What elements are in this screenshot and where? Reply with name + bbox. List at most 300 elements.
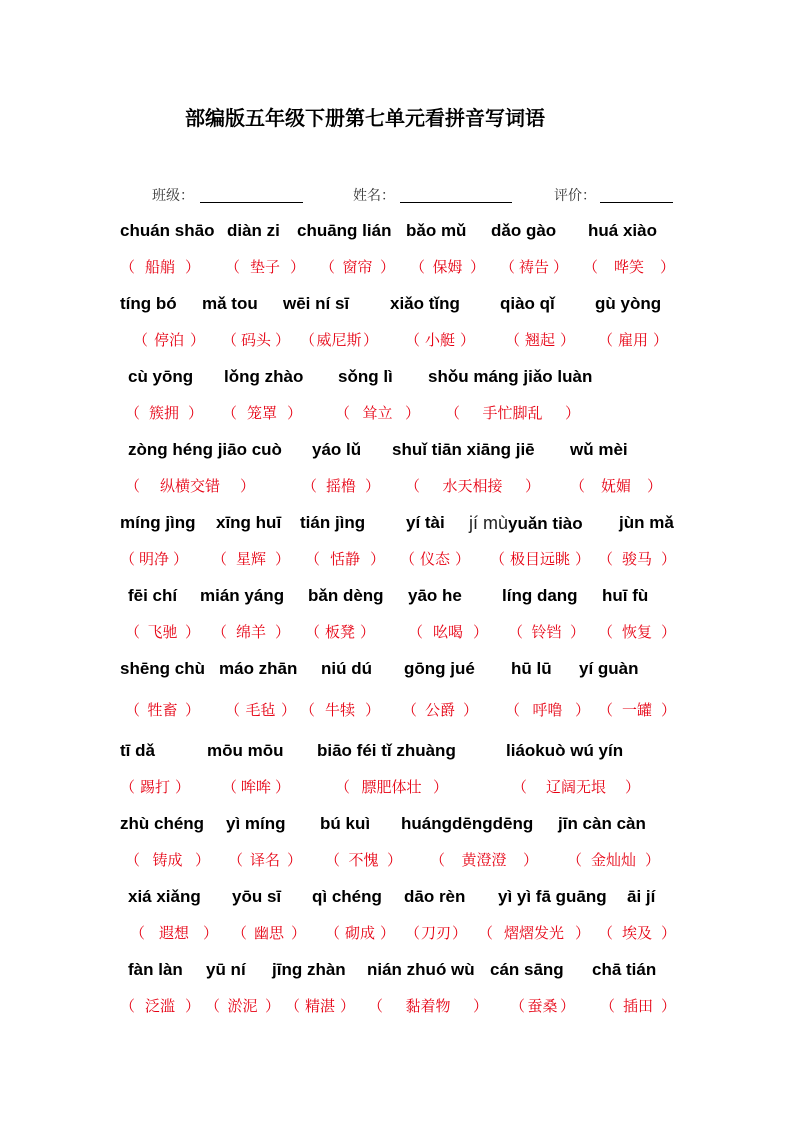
answer-item: [335, 402, 420, 424]
paren-open: （: [222, 404, 238, 422]
paren-close: ）: [472, 997, 488, 1015]
paren-close: ）: [379, 924, 395, 942]
name-field-line[interactable]: [400, 202, 512, 203]
pinyin-item: qiào qǐ: [500, 294, 555, 313]
answer-row-3: [0, 402, 794, 426]
pinyin-item: hū lū: [511, 659, 552, 678]
pinyin-item: dǎo gào: [491, 221, 557, 240]
answer-item: [598, 329, 668, 351]
answer-item: [125, 849, 210, 871]
answer-word: 铃铛: [531, 623, 562, 641]
answer-item: [402, 699, 478, 721]
answer-word: 黄澄澄: [461, 851, 507, 869]
class-field-line[interactable]: [200, 202, 303, 203]
answer-word: 遐想: [158, 924, 189, 942]
answer-item: [430, 849, 538, 871]
name-label: 姓名：: [353, 188, 395, 204]
pinyin-item: huángdēngdēng: [401, 814, 534, 833]
answer-word: 埃及: [621, 924, 652, 942]
answer-item: [205, 995, 280, 1017]
pinyin-item: yì yì fā guāng: [498, 887, 607, 906]
pinyin-row-8: [0, 740, 794, 764]
pinyin-item: chā tián: [592, 960, 657, 979]
pinyin-item: fēi chí: [128, 586, 178, 605]
pinyin-item: fàn làn: [128, 960, 183, 979]
pinyin-item: yū ní: [206, 960, 246, 979]
pinyin-item: gōng jué: [404, 659, 475, 678]
paren-close: ）: [564, 404, 580, 422]
answer-item: [368, 995, 488, 1017]
answer-item: [212, 621, 290, 643]
paren-close: ）: [559, 997, 575, 1015]
answer-word: 刀刃: [420, 924, 451, 942]
answer-item: [400, 548, 470, 570]
pinyin-item: qì chéng: [312, 887, 382, 906]
paren-close: ）: [369, 550, 385, 568]
paren-close: ）: [184, 623, 200, 641]
paren-close: ）: [432, 778, 448, 796]
paren-close: ）: [574, 701, 590, 719]
answer-item: [598, 548, 676, 570]
pinyin-item: yuǎn tiào: [508, 514, 583, 533]
answer-word: 膘肥体壮: [361, 778, 422, 796]
answer-item: [508, 621, 585, 643]
answer-word: 板凳: [324, 623, 355, 641]
paren-open: （: [512, 778, 528, 796]
pinyin-item: nián zhuó wù: [367, 960, 475, 979]
pinyin-item: lǒng zhào: [224, 367, 304, 386]
answer-word: 威尼斯: [316, 331, 362, 349]
answer-item: [225, 699, 296, 721]
answer-item: [305, 621, 375, 643]
answer-item: [500, 256, 568, 278]
answer-item: [300, 699, 380, 721]
pinyin-item: xīng huī: [216, 513, 282, 532]
paren-close: ）: [646, 477, 662, 495]
pinyin-item: shēng chù: [120, 659, 206, 678]
pinyin-row-11: [0, 959, 794, 983]
answer-item: [567, 849, 660, 871]
answer-word: 摇橹: [325, 477, 356, 495]
answer-item: [285, 995, 355, 1017]
paren-close: ）: [660, 997, 676, 1015]
paren-close: ）: [469, 258, 485, 276]
answer-item: [232, 922, 306, 944]
paren-close: ）: [280, 701, 296, 719]
paren-close: ）: [574, 924, 590, 942]
answer-word: 不愧: [348, 851, 379, 869]
paren-open: （: [125, 404, 141, 422]
answer-word: 蚕桑: [527, 997, 558, 1015]
answer-word: 恢复: [621, 623, 652, 641]
answer-item: [445, 402, 580, 424]
pinyin-item: mǎ tou: [202, 294, 258, 313]
pinyin-item: máo zhān: [219, 659, 298, 678]
answer-item: [120, 776, 190, 798]
paren-open: （: [305, 623, 321, 641]
answer-word: 飞驰: [147, 623, 178, 641]
paren-open: （: [335, 778, 351, 796]
paren-open: （: [302, 477, 318, 495]
paren-close: ）: [290, 924, 306, 942]
pinyin-row-9: [0, 813, 794, 837]
paren-open: （: [405, 331, 421, 349]
paren-open: （: [430, 851, 446, 869]
paren-open: （: [320, 258, 336, 276]
paren-close: ）: [569, 623, 585, 641]
pinyin-item: tíng bó: [120, 294, 177, 313]
pinyin-item-combined: [469, 512, 583, 535]
pinyin-item: cù yōng: [128, 367, 194, 386]
paren-close: ）: [174, 778, 190, 796]
pinyin-item: dāo rèn: [404, 887, 466, 906]
paren-close: ）: [644, 851, 660, 869]
paren-open: （: [130, 924, 146, 942]
answer-word: 铸成: [152, 851, 183, 869]
paren-close: ）: [364, 477, 380, 495]
paren-close: ）: [286, 851, 302, 869]
pinyin-item: wēi ní sī: [283, 294, 350, 313]
grade-label: 评价：: [554, 188, 596, 204]
answer-item: [120, 995, 200, 1017]
paren-close: ）: [274, 331, 290, 349]
paren-open: （: [405, 477, 421, 495]
answer-word: 保姆: [432, 258, 463, 276]
paren-open: （: [598, 623, 614, 641]
answer-item: [512, 776, 640, 798]
answer-word: 祷告: [518, 258, 549, 276]
paren-close: ）: [386, 851, 402, 869]
answer-item: [478, 922, 590, 944]
answer-item: [302, 475, 380, 497]
pinyin-row-7: [0, 658, 794, 682]
paren-open: （: [120, 258, 136, 276]
pinyin-item: yí tài: [406, 513, 445, 532]
pinyin-item: bú kuì: [320, 814, 371, 833]
paren-close: ）: [552, 258, 568, 276]
paren-close: ）: [404, 404, 420, 422]
answer-item: [405, 329, 475, 351]
paren-close: ）: [239, 477, 255, 495]
answer-word: 熠熠发光: [503, 924, 564, 942]
answer-word: 停泊: [153, 331, 184, 349]
grade-field-line[interactable]: [600, 202, 673, 203]
paren-open: （: [222, 331, 238, 349]
paren-open: （: [598, 701, 614, 719]
answer-item: [225, 256, 305, 278]
pinyin-row-6: [0, 585, 794, 609]
answer-word: 精湛: [304, 997, 335, 1015]
pinyin-item: míng jìng: [120, 513, 196, 532]
answer-item: [598, 922, 676, 944]
paren-close: ）: [286, 404, 302, 422]
answer-row-11: [0, 995, 794, 1019]
answer-word: 牛犊: [324, 701, 355, 719]
class-label: 班级：: [152, 188, 194, 204]
answer-item: [300, 329, 378, 351]
answer-word: 船艄: [144, 258, 175, 276]
answer-word: 耸立: [362, 404, 393, 422]
pinyin-item: huī fù: [602, 586, 649, 605]
paren-close: ）: [189, 331, 205, 349]
answer-row-2: [0, 329, 794, 353]
paren-open: （: [368, 997, 384, 1015]
paren-open: （: [490, 550, 506, 568]
pinyin-item: niú dú: [321, 659, 372, 678]
paren-close: ）: [454, 550, 470, 568]
paren-open: （: [510, 997, 526, 1015]
answer-item: [405, 475, 540, 497]
pinyin-item: zhù chéng: [120, 814, 205, 833]
answer-word: 幽思: [253, 924, 284, 942]
paren-close: ）: [339, 997, 355, 1015]
pinyin-row-2: [0, 293, 794, 317]
answer-word: 水天相接: [442, 477, 503, 495]
pinyin-row-4: [0, 439, 794, 463]
answer-word: 哞哞: [240, 778, 271, 796]
answer-item: [133, 329, 205, 351]
pinyin-item: shuǐ tiān xiāng jiē: [392, 440, 535, 459]
answer-word: 绵羊: [235, 623, 266, 641]
paren-close: ）: [184, 997, 200, 1015]
answer-word: 译名: [249, 851, 280, 869]
pinyin-item: líng dang: [502, 586, 578, 605]
paren-close: ）: [659, 258, 675, 276]
paren-close: ）: [202, 924, 218, 942]
paren-open: （: [125, 851, 141, 869]
answer-item: [410, 256, 485, 278]
answer-word: 辽阔无垠: [545, 778, 606, 796]
paren-open: （: [335, 404, 351, 422]
answer-item: [600, 995, 676, 1017]
paren-close: ）: [624, 778, 640, 796]
answer-item: [125, 621, 200, 643]
paren-open: （: [300, 701, 316, 719]
paren-open: （: [570, 477, 586, 495]
paren-close: ）: [364, 701, 380, 719]
answer-word: 黏着物: [405, 997, 451, 1015]
paren-open: （: [125, 623, 141, 641]
answer-item: [212, 548, 290, 570]
paren-open: （: [583, 258, 599, 276]
answer-item: [335, 776, 448, 798]
paren-open: （: [125, 701, 141, 719]
paren-open: （: [598, 331, 614, 349]
pinyin-item: yì míng: [226, 814, 286, 833]
answer-word: 踢打: [139, 778, 170, 796]
paren-close: ）: [289, 258, 305, 276]
paren-open: （: [300, 331, 316, 349]
answer-word: 牲畜: [147, 701, 178, 719]
answer-word: 笼罩: [246, 404, 277, 422]
answer-item: [505, 329, 575, 351]
paren-open: （: [232, 924, 248, 942]
pinyin-item: yāo he: [408, 586, 462, 605]
paren-close: ）: [559, 331, 575, 349]
paren-open: （: [400, 550, 416, 568]
answer-item: [120, 256, 200, 278]
pinyin-item: yáo lǔ: [312, 440, 362, 459]
paren-close: ）: [660, 701, 676, 719]
answer-item: [598, 699, 676, 721]
paren-close: ）: [274, 623, 290, 641]
answer-item: [320, 256, 395, 278]
answer-word: 手忙脚乱: [482, 404, 543, 422]
paren-open: （: [505, 701, 521, 719]
answer-word: 公爵: [424, 701, 455, 719]
paren-open: （: [125, 477, 141, 495]
answer-word: 纵横交错: [159, 477, 220, 495]
pinyin-item: zòng héng jiāo cuò: [128, 440, 282, 459]
paren-open: （: [600, 997, 616, 1015]
pinyin-item: yí guàn: [579, 659, 639, 678]
page-title: 部编版五年级下册第七单元看拼音写词语: [185, 106, 545, 130]
paren-open: （: [133, 331, 149, 349]
paren-open: （: [505, 331, 521, 349]
paren-open: （: [410, 258, 426, 276]
paren-close: ）: [660, 550, 676, 568]
pinyin-item: xiá xiǎng: [128, 887, 201, 906]
answer-item: [505, 699, 590, 721]
answer-row-9: [0, 849, 794, 873]
paren-open: （: [445, 404, 461, 422]
answer-row-5: [0, 548, 794, 572]
paren-close: ）: [451, 924, 467, 942]
answer-item: [222, 776, 290, 798]
pinyin-item: yōu sī: [232, 887, 282, 906]
paren-close: ）: [379, 258, 395, 276]
answer-item: [598, 621, 676, 643]
paren-close: ）: [264, 997, 280, 1015]
pinyin-item: bǎo mǔ: [406, 221, 467, 240]
paren-open: （: [120, 550, 136, 568]
answer-word: 簇拥: [148, 404, 179, 422]
paren-open: （: [305, 550, 321, 568]
paren-open: （: [405, 924, 421, 942]
answer-item: [305, 548, 385, 570]
paren-close: ）: [522, 851, 538, 869]
paren-open: （: [225, 258, 241, 276]
pinyin-row-10: [0, 886, 794, 910]
answer-word: 仪态: [419, 550, 450, 568]
answer-item: [125, 699, 200, 721]
paren-close: ）: [274, 550, 290, 568]
pinyin-item: mōu mōu: [207, 741, 284, 760]
paren-close: ）: [524, 477, 540, 495]
answer-item: [490, 548, 590, 570]
answer-item: [125, 475, 255, 497]
pinyin-item: cán sāng: [490, 960, 564, 979]
answer-row-8: [0, 776, 794, 800]
pinyin-item: xiǎo tǐng: [390, 294, 460, 313]
paren-close: ）: [274, 778, 290, 796]
paren-close: ）: [459, 331, 475, 349]
pinyin-item: āi jí: [627, 887, 656, 906]
paren-open: （: [598, 924, 614, 942]
paren-open: （: [508, 623, 524, 641]
answer-word: 明净: [138, 550, 169, 568]
paren-close: ）: [187, 404, 203, 422]
paren-open: （: [478, 924, 494, 942]
pinyin-item: jīng zhàn: [272, 960, 346, 979]
pinyin-item: bǎn dèng: [308, 586, 384, 605]
answer-item: [510, 995, 575, 1017]
answer-item: [325, 849, 402, 871]
pinyin-item: wǔ mèi: [570, 440, 628, 459]
paren-close: ）: [184, 258, 200, 276]
paren-open: （: [285, 997, 301, 1015]
paren-close: ）: [472, 623, 488, 641]
answer-row-6: [0, 621, 794, 645]
answer-item: [405, 922, 467, 944]
pinyin-row-1: [0, 220, 794, 244]
answer-row-1: [0, 256, 794, 280]
pinyin-item: gù yòng: [595, 294, 662, 313]
paren-open: （: [325, 851, 341, 869]
paren-open: （: [598, 550, 614, 568]
answer-word: 插田: [622, 997, 653, 1015]
paren-open: （: [500, 258, 516, 276]
answer-word: 垫子: [249, 258, 280, 276]
answer-word: 砌成: [344, 924, 375, 942]
paren-open: （: [402, 701, 418, 719]
paren-open: （: [228, 851, 244, 869]
pinyin-row-3: [0, 366, 794, 390]
pinyin-item: huá xiào: [588, 221, 657, 240]
answer-word: 极目远眺: [509, 550, 570, 568]
pinyin-item: mián yáng: [200, 586, 285, 605]
paren-close: ）: [574, 550, 590, 568]
answer-word: 毛毡: [245, 701, 276, 719]
answer-word: 呼噜: [532, 701, 563, 719]
paren-close: ）: [362, 331, 378, 349]
answer-word: 小艇: [424, 331, 455, 349]
answer-item: [570, 475, 662, 497]
paren-close: ）: [462, 701, 478, 719]
pinyin-item: tián jìng: [300, 513, 366, 532]
answer-word: 翘起: [524, 331, 555, 349]
pinyin-item: biāo féi tǐ zhuàng: [317, 741, 456, 760]
pinyin-item: chuán shāo: [120, 221, 215, 240]
pinyin-item: liáokuò wú yín: [506, 741, 624, 760]
paren-open: （: [205, 997, 221, 1015]
paren-open: （: [120, 997, 136, 1015]
paren-close: ）: [652, 331, 668, 349]
answer-word: 恬静: [329, 550, 360, 568]
pinyin-item: jùn mǎ: [619, 513, 674, 532]
paren-open: （: [120, 778, 136, 796]
pinyin-item: jí mù: [469, 513, 509, 533]
pinyin-item: shǒu máng jiǎo luàn: [428, 367, 593, 386]
answer-word: 骏马: [621, 550, 652, 568]
answer-item: [228, 849, 302, 871]
answer-row-7: [0, 699, 794, 723]
answer-row-4: [0, 475, 794, 499]
pinyin-item: jīn càn càn: [558, 814, 646, 833]
answer-word: 哗笑: [613, 258, 644, 276]
answer-item: [222, 329, 290, 351]
paren-open: （: [212, 623, 228, 641]
paren-open: （: [325, 924, 341, 942]
paren-close: ）: [184, 701, 200, 719]
answer-word: 窗帘: [342, 258, 373, 276]
paren-close: ）: [172, 550, 188, 568]
answer-row-10: [0, 922, 794, 946]
paren-open: （: [222, 778, 238, 796]
pinyin-item: tī dǎ: [120, 741, 155, 760]
paren-close: ）: [194, 851, 210, 869]
answer-item: [325, 922, 395, 944]
